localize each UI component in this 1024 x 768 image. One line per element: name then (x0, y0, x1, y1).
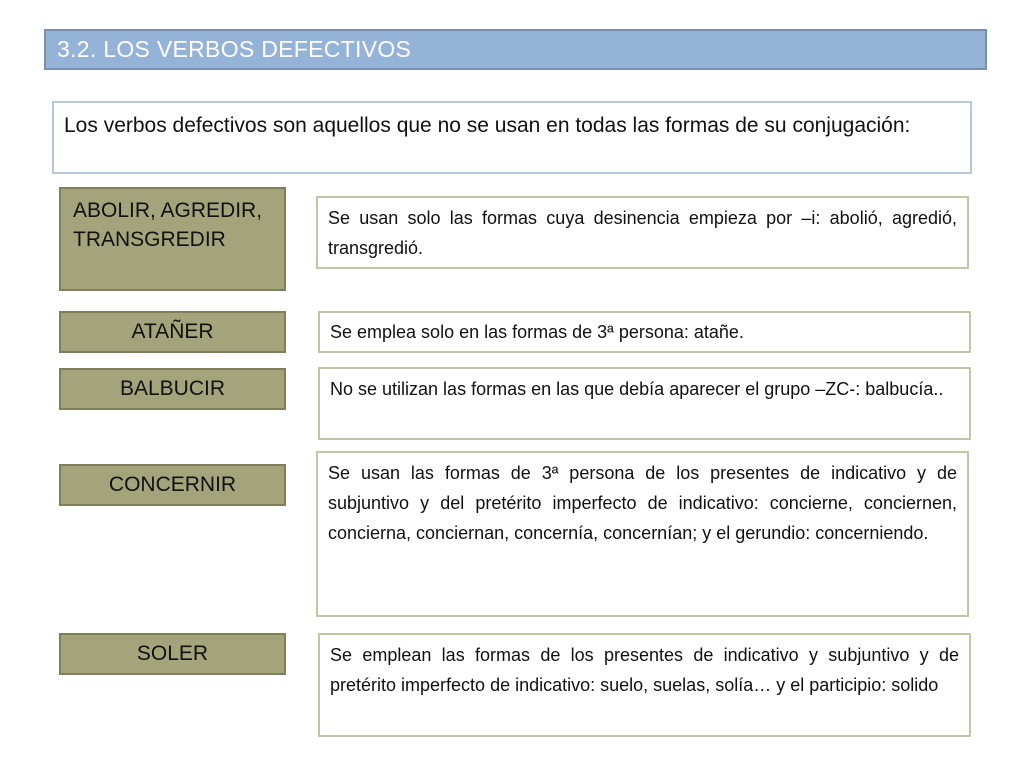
slide-title: 3.2. LOS VERBOS DEFECTIVOS (44, 29, 987, 70)
verb-box-soler (59, 633, 286, 675)
verb-box-abolir (59, 187, 286, 291)
description-text: Se emplean las formas de los presentes de indicativo y subjuntivo y de pretérito imperfecto de indicativo: suelo, suelas, solía… y el participio: solido (330, 645, 959, 695)
verb-box-concernir (59, 464, 286, 506)
verb-box-balbucir (59, 368, 286, 410)
verb-label: ATAÑER (131, 320, 214, 343)
verb-label: ABOLIR, AGREDIR, TRANSGREDIR (73, 199, 263, 251)
description-text: Se usan solo las formas cuya desinencia empieza por –i: abolió, agredió, transgredió. (328, 208, 957, 258)
verb-label: SOLER (136, 642, 209, 665)
description-box-ataner (318, 311, 971, 353)
verb-label: BALBUCIR (119, 377, 226, 400)
description-text: Se usan las formas de 3ª persona de los presentes de indicativo y de subjuntivo y del pretérito imperfecto de indicativo: concierne, conciernen, concierna, conciernan, concernía, concernían; y el gerundio: concerniendo. (328, 463, 957, 543)
description-box-balbucir (318, 367, 971, 440)
description-box-abolir (316, 196, 969, 269)
description-box-soler (318, 633, 971, 737)
intro-text: Los verbos defectivos son aquellos que no se usan en todas las formas de su conjugación: (52, 101, 972, 174)
description-text: Se emplea solo en las formas de 3ª persona: atañe. (330, 322, 744, 342)
verb-label: CONCERNIR (108, 473, 237, 496)
description-text: No se utilizan las formas en las que debía aparecer el grupo –ZC-: balbucía.. (330, 379, 944, 399)
verb-box-ataner (59, 311, 286, 353)
description-box-concernir (316, 451, 969, 617)
